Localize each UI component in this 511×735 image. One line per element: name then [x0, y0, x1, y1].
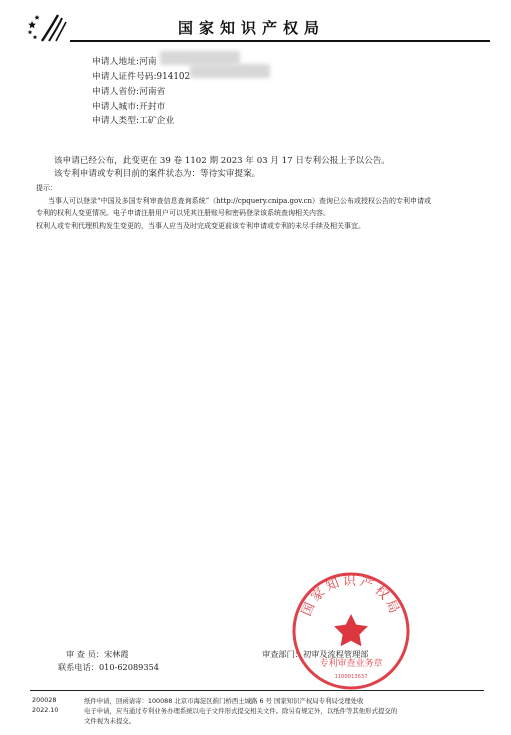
seal-code: 1100013637 [334, 674, 368, 680]
seal-top-text: 国家知识产权局 [299, 573, 403, 619]
footer-divider [30, 690, 484, 691]
applicant-address: 申请人地址:河南 [92, 57, 157, 67]
official-seal-icon [290, 570, 412, 692]
seal-bottom-text: 专利审查业务章 [319, 659, 383, 669]
tips-line: 专利的权利人变更情况。电子申请注册用户可以凭其注册账号和密码登录该系统查询相关内容。 [36, 209, 330, 217]
document-header-title: 国家知识产权局 [178, 19, 326, 37]
applicant-city: 申请人城市:开封市 [92, 102, 166, 112]
applicant-province: 申请人省份:河南省 [92, 87, 166, 97]
cnipa-logo-icon [28, 12, 70, 44]
tips-line: 权利人或专利代理机构发生变更的，当事人应当及时完成变更前该专利申请或专利的未尽手续及相关事宜。 [36, 222, 365, 230]
tips-label: 提示： [36, 184, 57, 192]
footer-paper-instruction: 纸件申请，回函请寄：100088 北京市海淀区蓟门桥西土城路 6 号 国家知识产权局专利局受理处收 [84, 697, 364, 705]
examination-department: 审查部门：初审及流程管理部 [262, 649, 369, 659]
footer-electronic-instruction: 电子申请，应当通过专利业务办理系统以电子文件形式提交相关文件。除另有规定外，以纸件等其他形式提交的 [84, 707, 398, 715]
applicant-id-number: 申请人证件号码:914102 [92, 72, 191, 82]
header-divider [70, 40, 490, 42]
contact-phone: 联系电话：010-62089354 [58, 662, 160, 672]
form-code: 200028 [32, 696, 57, 704]
form-version: 2022.10 [32, 706, 59, 714]
redaction-mask [160, 51, 240, 65]
svg-text:国家知识产权局 [299, 574, 402, 619]
publication-notice: 该申请已经公布，此变更在 39 卷 1102 期 2023 年 03 月 17 日专利公报上予以公告。 [54, 156, 390, 166]
tips-line: 当事人可以登录“中国及多国专利审查信息查询系统”（http://cpquery.cnipa.gov.cn）查询已公布或授权公告的专利申请或 [48, 197, 431, 205]
examiner-name: 审 查 员：宋林霞 [66, 649, 129, 659]
redaction-mask [190, 64, 270, 78]
footer-electronic-instruction-cont: 文件视为未提交。 [84, 717, 136, 725]
applicant-type: 申请人类型:工矿企业 [92, 116, 175, 126]
case-status: 该专利申请或专利目前的案件状态为：等待实审提案。 [54, 169, 261, 179]
